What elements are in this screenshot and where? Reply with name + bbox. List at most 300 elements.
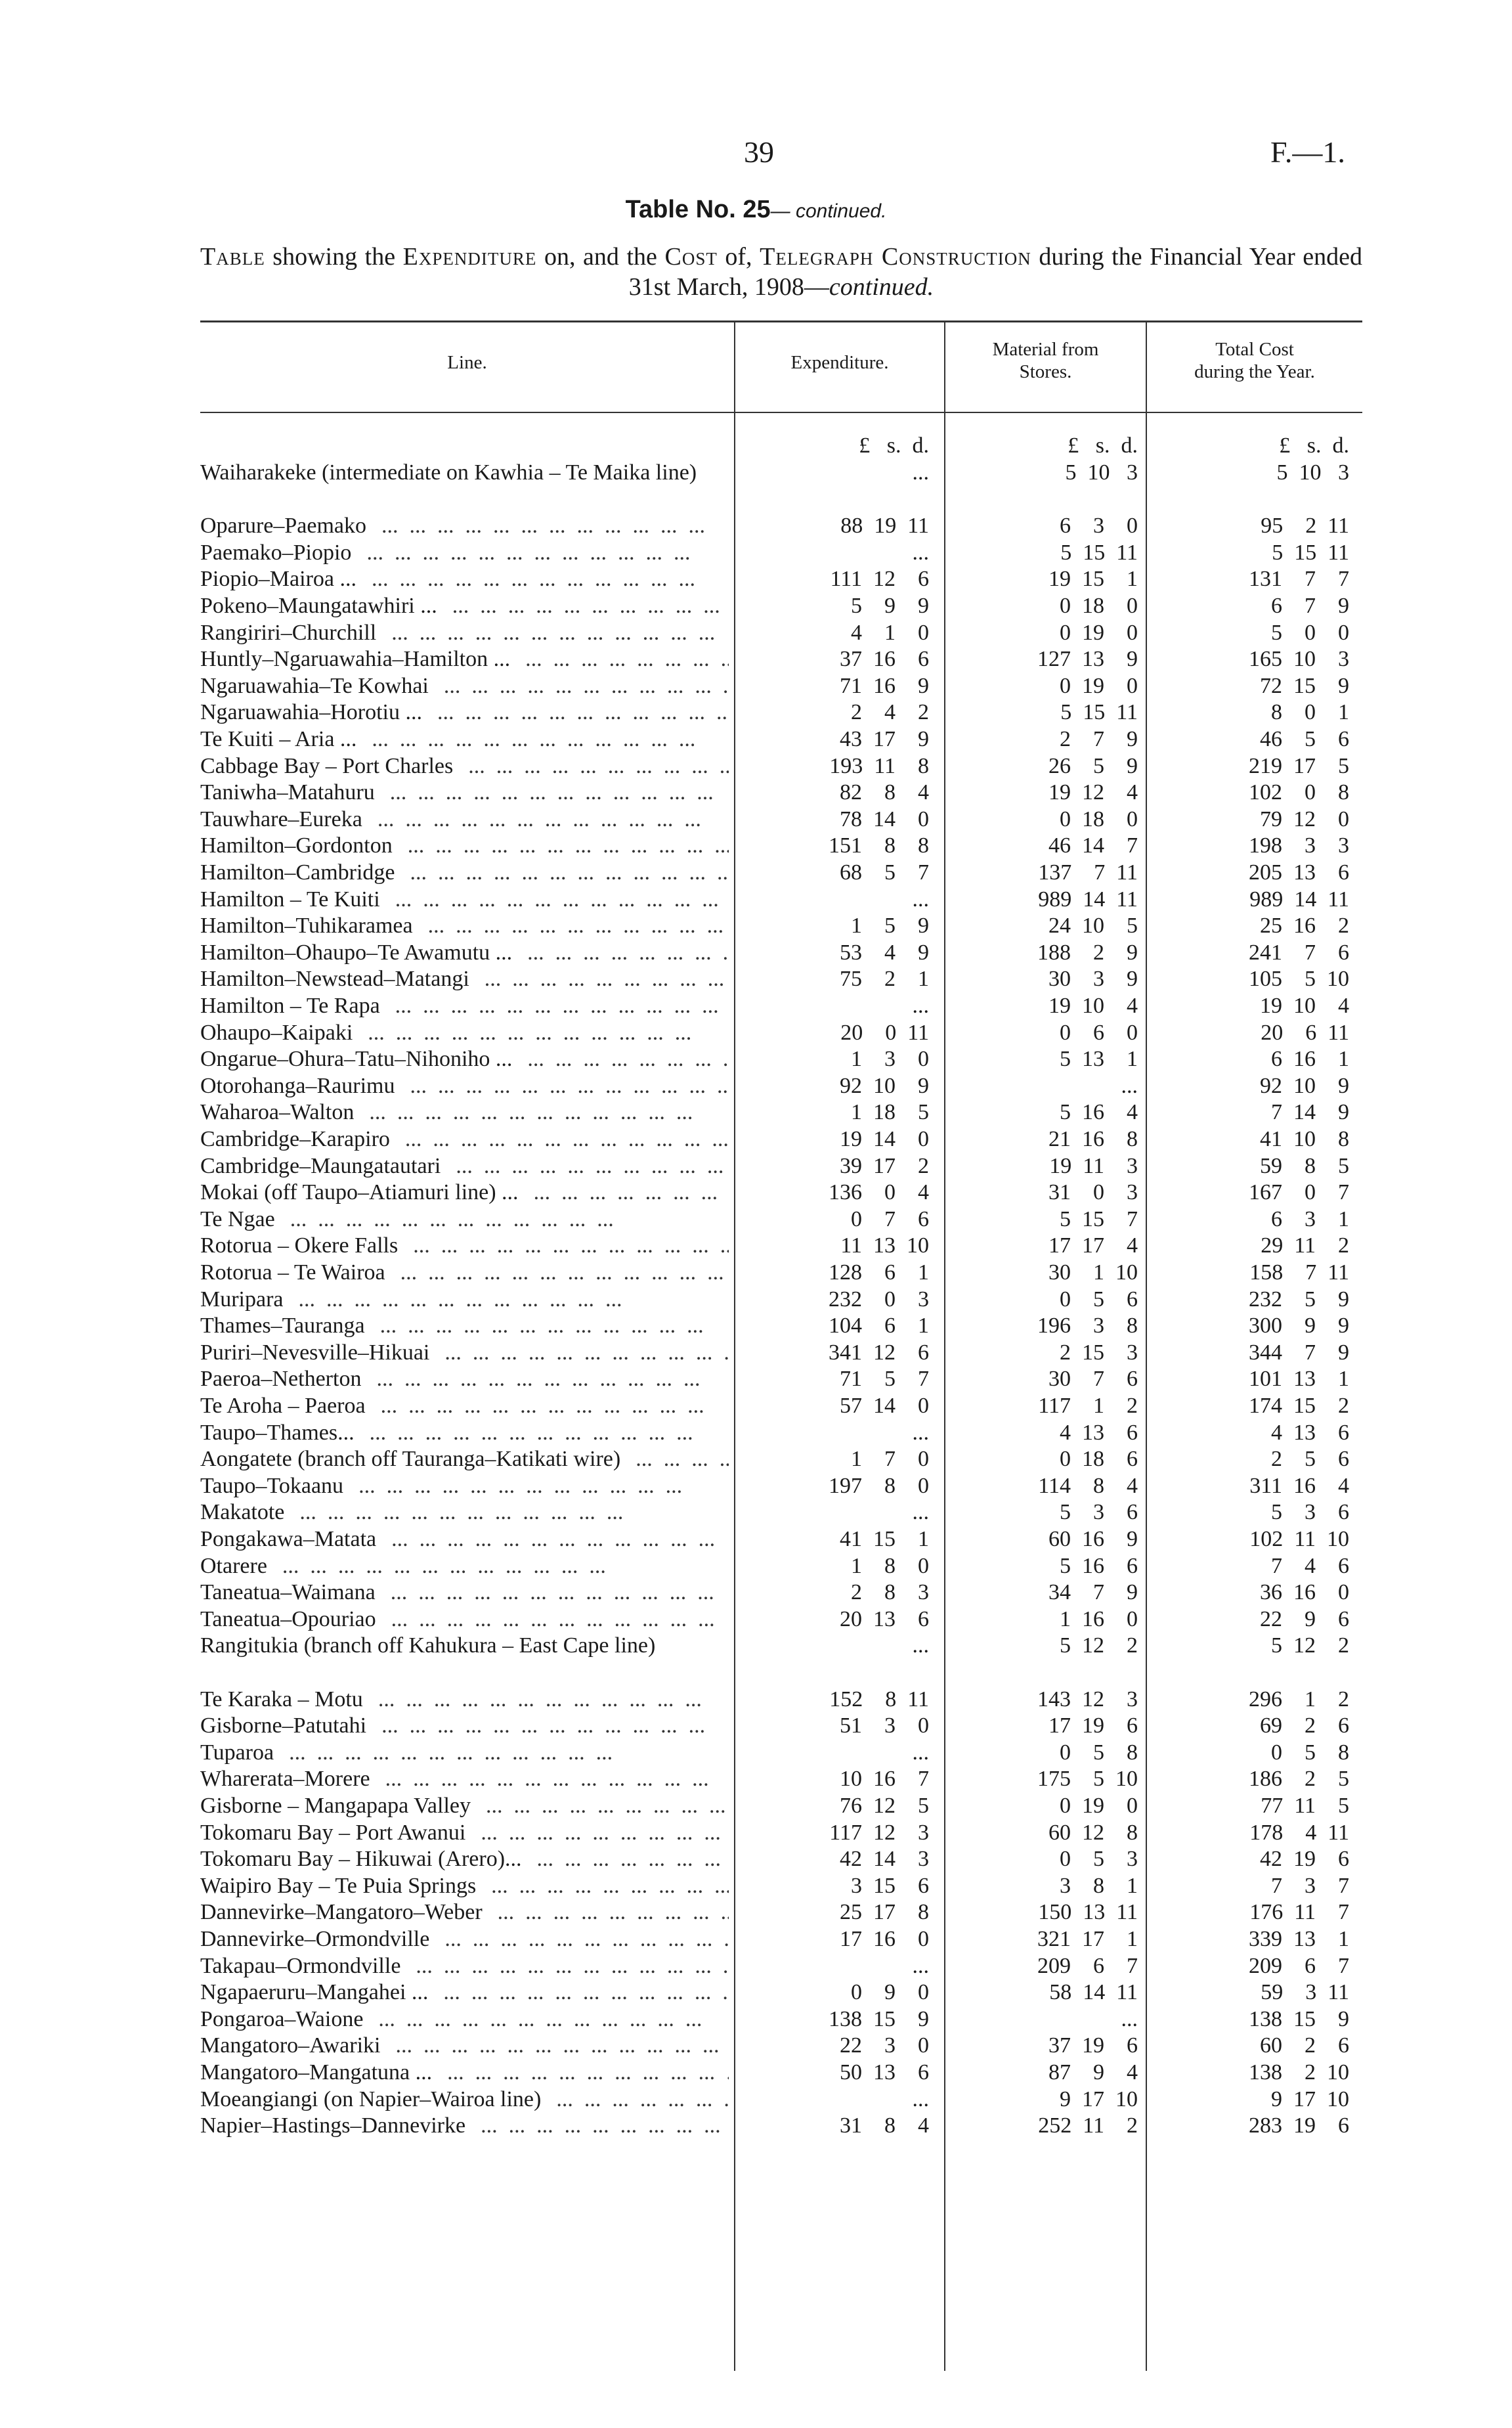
table-row — [0, 699, 1512, 726]
table-row — [0, 1553, 1512, 1580]
total-value: 283 19 6 — [1249, 2113, 1349, 2138]
line-name — [200, 1499, 729, 1526]
expenditure-value: 43 17 9 — [840, 727, 929, 751]
expenditure-value: 1 3 0 — [851, 1047, 929, 1072]
line-name — [200, 1926, 729, 1953]
table-row — [0, 1420, 1512, 1447]
total-value: 219 17 5 — [1249, 753, 1349, 778]
line-name-text: Taneatua–Waimana — [200, 1580, 379, 1604]
table-row — [0, 1606, 1512, 1633]
line-name-text: Ngaruawahia–Te Kowhai — [200, 674, 433, 698]
table-row — [0, 966, 1512, 993]
line-name-text: Rangitukia (branch off Kahukura – East Cape line) — [200, 1633, 659, 1658]
expenditure-value: 136 0 4 — [829, 1180, 929, 1205]
table-row — [0, 1687, 1512, 1713]
page-number: 39 — [744, 135, 774, 169]
line-name-text: Mokai (off Taupo–Atiamuri line) ... — [200, 1180, 523, 1204]
expenditure-value: 151 8 8 — [829, 833, 929, 858]
material-value: 0 6 0 — [1060, 1020, 1138, 1045]
expenditure-value: ... — [912, 540, 929, 565]
total-value: 138 2 10 — [1249, 2060, 1349, 2085]
caption-text: of, — [725, 243, 752, 271]
total-value: 241 7 6 — [1249, 940, 1349, 965]
table-row — [0, 1046, 1512, 1073]
material-value: 4 13 6 — [1060, 1420, 1138, 1445]
expenditure-value: 19 14 0 — [840, 1127, 929, 1151]
total-value: 41 10 8 — [1260, 1127, 1349, 1151]
material-value: 21 16 8 — [1048, 1127, 1138, 1151]
table-top-rule — [200, 320, 1362, 322]
total-value: 8 0 1 — [1271, 700, 1349, 725]
material-value: 0 18 6 — [1060, 1447, 1138, 1472]
line-name — [200, 860, 729, 886]
line-name — [200, 2086, 729, 2113]
total-value: 296 1 2 — [1249, 1687, 1349, 1711]
total-value: 92 10 9 — [1260, 1073, 1349, 1098]
line-name-text: Pokeno–Maungatawhiri ... — [200, 594, 441, 618]
expenditure-value: 20 0 11 — [840, 1020, 929, 1045]
total-value: 20 6 11 — [1261, 1020, 1349, 1045]
total-value: 105 5 10 — [1249, 967, 1349, 992]
material-value: 2 15 3 — [1060, 1340, 1138, 1365]
material-value: 5 15 11 — [1060, 540, 1138, 565]
expenditure-value: 39 17 2 — [840, 1153, 929, 1178]
line-name — [200, 1366, 729, 1392]
expenditure-value: 11 13 10 — [840, 1233, 929, 1258]
line-name-text: Cambridge–Karapiro — [200, 1127, 394, 1151]
material-value: ... — [1121, 2006, 1138, 2031]
total-value: 174 15 2 — [1249, 1394, 1349, 1418]
material-value: 9 17 10 — [1060, 2086, 1138, 2111]
caption-word: Expenditure — [402, 243, 537, 271]
total-value: 300 9 9 — [1249, 1313, 1349, 1338]
table-row — [0, 887, 1512, 914]
expenditure-value: ... — [912, 1500, 929, 1525]
material-value: 30 7 6 — [1048, 1367, 1138, 1392]
line-name-text: Rotorua – Te Wairoa — [200, 1260, 389, 1285]
table-row — [0, 1233, 1512, 1260]
total-value: 102 11 10 — [1249, 1527, 1349, 1551]
line-name-text: Paemako–Piopio — [200, 541, 355, 565]
table-row — [0, 2006, 1512, 2033]
line-name — [200, 806, 729, 833]
material-value: 17 17 4 — [1048, 1233, 1138, 1258]
expenditure-value: 53 4 9 — [840, 940, 929, 965]
line-name-text: Taniwha–Matahuru — [200, 780, 379, 805]
material-value: 5 15 7 — [1060, 1206, 1138, 1231]
line-name-text: Makatote — [200, 1500, 288, 1524]
table-row — [0, 1073, 1512, 1100]
material-value: 209 6 7 — [1037, 1953, 1138, 1978]
material-value: 3 8 1 — [1060, 1873, 1138, 1898]
expenditure-value: 0 9 0 — [851, 1980, 929, 2005]
material-value: 175 5 10 — [1037, 1767, 1138, 1792]
expenditure-value: 1 5 9 — [851, 914, 929, 938]
line-name — [200, 1206, 729, 1233]
material-value: 34 7 9 — [1048, 1580, 1138, 1605]
table-row — [0, 1180, 1512, 1206]
table-caption — [200, 242, 1362, 302]
expenditure-value: 42 14 3 — [840, 1847, 929, 1872]
table-header-rule — [200, 412, 1362, 413]
material-value: 188 2 9 — [1037, 940, 1138, 965]
material-value: 321 17 1 — [1037, 1927, 1138, 1951]
line-name-text: Dannevirke–Ormondville — [200, 1927, 433, 1951]
total-value: 22 9 6 — [1260, 1606, 1349, 1631]
material-value: 19 15 1 — [1048, 567, 1138, 592]
expenditure-value: 4 1 0 — [851, 620, 929, 645]
expenditure-value: 20 13 6 — [840, 1606, 929, 1631]
total-value: 7 4 6 — [1271, 1553, 1349, 1578]
total-value: 176 11 7 — [1249, 1900, 1349, 1925]
total-value: 131 7 7 — [1249, 567, 1349, 592]
header-text: during the Year. — [1194, 361, 1315, 382]
table-row — [0, 620, 1512, 647]
line-name-text: Cabbage Bay – Port Charles — [200, 754, 457, 778]
table-row — [0, 1899, 1512, 1926]
table-row — [0, 1206, 1512, 1233]
material-value: 5 10 3 — [1065, 460, 1138, 485]
expenditure-value: 232 0 3 — [829, 1287, 929, 1312]
line-name-text: Taupo–Tokaanu — [200, 1474, 347, 1498]
expenditure-value: 57 14 0 — [840, 1394, 929, 1418]
table-row — [0, 1393, 1512, 1420]
expenditure-value: 117 12 3 — [829, 1820, 929, 1845]
table-row — [0, 993, 1512, 1020]
line-name-text: Hamilton – Te Kuiti — [200, 887, 384, 912]
line-name-text: Paeroa–Netherton — [200, 1367, 365, 1391]
line-name-text: Gisborne – Mangapapa Valley — [200, 1794, 475, 1818]
line-name-text: Wharerata–Morere — [200, 1767, 374, 1791]
line-name — [200, 1073, 729, 1099]
table-title-label: Table No. 25 — [625, 196, 771, 223]
total-value: 46 5 6 — [1260, 727, 1349, 751]
line-name-text: Te Kuiti – Aria ... — [200, 727, 360, 751]
total-value: 344 7 9 — [1249, 1340, 1349, 1365]
total-value: 25 16 2 — [1260, 914, 1349, 938]
line-name — [200, 1553, 729, 1579]
expenditure-value: 128 6 1 — [829, 1260, 929, 1285]
header-text: Stores. — [1019, 361, 1072, 382]
total-value: 5 3 6 — [1271, 1500, 1349, 1525]
table-row — [0, 833, 1512, 860]
material-value: 0 19 0 — [1060, 620, 1138, 645]
total-value: 5 10 3 — [1276, 460, 1349, 485]
table-row — [0, 1953, 1512, 1980]
line-name — [200, 593, 729, 619]
line-name-text: Ngapaeruru–Mangahei ... — [200, 1980, 432, 2004]
total-value: 178 4 11 — [1249, 1820, 1349, 1845]
total-value: 209 6 7 — [1249, 1953, 1349, 1978]
line-name-text: Thames–Tauranga — [200, 1313, 369, 1338]
expenditure-value: 104 6 1 — [829, 1313, 929, 1338]
total-value: 7 14 9 — [1271, 1100, 1349, 1125]
expenditure-value: ... — [912, 1633, 929, 1658]
table-row — [0, 1099, 1512, 1126]
line-name-text: Hamilton–Tuhikaramea — [200, 914, 417, 938]
material-value: 19 12 4 — [1048, 780, 1138, 805]
table-title — [0, 196, 1512, 224]
expenditure-value: 111 12 6 — [830, 567, 929, 592]
line-name-text: Rotorua – Okere Falls — [200, 1233, 402, 1258]
material-value: 0 5 6 — [1060, 1287, 1138, 1312]
table-row — [0, 2086, 1512, 2113]
line-name-text: Oparure–Paemako — [200, 514, 370, 538]
material-value: 24 10 5 — [1048, 914, 1138, 938]
material-value: 1 16 0 — [1060, 1606, 1138, 1631]
table-row — [0, 2113, 1512, 2140]
table-row — [0, 460, 1512, 513]
expenditure-value: 0 7 6 — [851, 1206, 929, 1231]
material-value: 19 10 4 — [1048, 994, 1138, 1018]
line-name-text: Napier–Hastings–Dannevirke — [200, 2113, 469, 2138]
line-name-text: Waharoa–Walton — [200, 1100, 358, 1124]
table-row — [0, 1820, 1512, 1847]
total-value: 9 17 10 — [1271, 2086, 1349, 2111]
total-value: 59 3 11 — [1261, 1980, 1349, 2005]
expenditure-value: 17 16 0 — [840, 1927, 929, 1951]
line-name — [200, 1899, 729, 1926]
material-value: 5 3 6 — [1060, 1500, 1138, 1525]
expenditure-value: 50 13 6 — [840, 2060, 929, 2085]
table-row — [0, 1153, 1512, 1180]
total-value: 6 3 1 — [1271, 1206, 1349, 1231]
line-name-text: Aongatete (branch off Tauranga–Katikati wire) — [200, 1447, 624, 1471]
line-name — [200, 1446, 729, 1472]
total-value: 36 16 0 — [1260, 1580, 1349, 1605]
line-name — [200, 1526, 729, 1553]
line-name-text: Muripara — [200, 1287, 288, 1312]
line-name-text: Hamilton–Newstead–Matangi — [200, 967, 473, 991]
total-value: 79 12 0 — [1260, 806, 1349, 831]
table-row — [0, 1260, 1512, 1287]
total-value: 311 16 4 — [1249, 1473, 1349, 1498]
line-name — [200, 1126, 729, 1153]
caption-text: during the Financial Year ended 31st March, 1908— — [628, 243, 1363, 301]
line-name — [200, 1260, 729, 1286]
expenditure-value: 41 15 1 — [840, 1527, 929, 1551]
line-name — [200, 1313, 729, 1339]
line-name — [200, 1793, 729, 1819]
total-value: 59 8 5 — [1260, 1153, 1349, 1178]
line-name — [200, 1233, 729, 1259]
line-name-text: Piopio–Mairoa ... — [200, 567, 360, 591]
caption-word: Cost — [664, 243, 718, 271]
line-name-text: Ngaruawahia–Horotiu ... — [200, 700, 426, 724]
expenditure-value: 22 3 0 — [840, 2033, 929, 2058]
caption-word: Telegraph Construction — [760, 243, 1031, 271]
material-value: 46 14 7 — [1048, 833, 1138, 858]
total-value: 4 13 6 — [1271, 1420, 1349, 1445]
table-row — [0, 780, 1512, 806]
line-name-text: Hamilton–Cambridge — [200, 860, 399, 885]
line-name — [200, 1846, 729, 1872]
expenditure-value: ... — [912, 1740, 929, 1765]
line-name — [200, 1633, 729, 1659]
material-value: 17 19 6 — [1048, 1713, 1138, 1738]
table-row — [0, 1313, 1512, 1340]
expenditure-value: 37 16 6 — [840, 647, 929, 672]
line-name — [200, 1979, 729, 2006]
material-value: 117 1 2 — [1038, 1394, 1138, 1418]
total-value: 5 15 11 — [1272, 540, 1349, 565]
table-row — [0, 1526, 1512, 1553]
table-row — [0, 646, 1512, 673]
line-name-text: Moeangiangi (on Napier–Wairoa line) — [200, 2087, 545, 2111]
line-name — [200, 940, 729, 966]
material-value: 0 5 8 — [1060, 1740, 1138, 1765]
line-name-text: Takapau–Ormondville — [200, 1954, 404, 1978]
line-name-text: Waipiro Bay – Te Puia Springs — [200, 1874, 480, 1898]
expenditure-value: 138 15 9 — [829, 2006, 929, 2031]
material-value: 31 0 3 — [1048, 1180, 1138, 1205]
material-value: 5 12 2 — [1060, 1633, 1138, 1658]
line-name — [200, 540, 729, 566]
line-name — [200, 913, 729, 939]
total-value: 42 19 6 — [1260, 1847, 1349, 1872]
expenditure-value: 51 3 0 — [840, 1713, 929, 1738]
line-name-text: Huntly–Ngaruawahia–Hamilton ... — [200, 647, 514, 671]
expenditure-value: 1 8 0 — [851, 1553, 929, 1578]
expenditure-value: 31 8 4 — [840, 2113, 929, 2138]
table-row — [0, 860, 1512, 887]
line-name — [200, 1180, 729, 1206]
caption-text: continued. — [829, 273, 934, 301]
table-row — [0, 1979, 1512, 2006]
expenditure-value: 25 17 8 — [840, 1900, 929, 1925]
header-text: Material from — [992, 339, 1099, 360]
expenditure-value: ... — [912, 887, 929, 912]
line-name-text: Te Karaka – Motu — [200, 1687, 367, 1711]
expenditure-value: 1 18 5 — [851, 1100, 929, 1125]
line-name — [200, 1873, 729, 1899]
material-value: 252 11 2 — [1038, 2113, 1138, 2138]
material-value: 26 5 9 — [1048, 753, 1138, 778]
line-name — [200, 673, 729, 699]
total-value: 95 2 11 — [1261, 514, 1349, 539]
line-name-text: Te Ngae — [200, 1207, 279, 1231]
total-value: 102 0 8 — [1249, 780, 1349, 805]
line-name-text: Otarere — [200, 1554, 271, 1578]
column-header-expenditure: Expenditure. — [790, 352, 889, 373]
line-name — [200, 887, 729, 913]
material-value: 0 19 0 — [1060, 673, 1138, 698]
table-row — [0, 513, 1512, 540]
expenditure-value: ... — [912, 994, 929, 1018]
material-value: 60 12 8 — [1048, 1820, 1138, 1845]
table-row — [0, 1446, 1512, 1473]
material-value: 0 18 0 — [1060, 806, 1138, 831]
material-value: 196 3 8 — [1037, 1313, 1138, 1338]
expenditure-value: 82 8 4 — [840, 780, 929, 805]
line-name-text: Pongakawa–Matata — [200, 1527, 380, 1551]
total-value: 72 15 9 — [1260, 673, 1349, 698]
table-row — [0, 753, 1512, 780]
total-value: 158 7 11 — [1249, 1260, 1349, 1285]
table-row — [0, 1366, 1512, 1393]
material-value: 114 8 4 — [1038, 1473, 1138, 1498]
material-value: 19 11 3 — [1049, 1153, 1138, 1178]
line-name — [200, 1740, 729, 1766]
expenditure-value: ... — [912, 2086, 929, 2111]
table-row — [0, 1473, 1512, 1500]
total-value: 77 11 5 — [1261, 1794, 1349, 1818]
total-value: 205 13 6 — [1249, 860, 1349, 885]
table-row — [0, 1926, 1512, 1953]
total-value: 6 7 9 — [1271, 594, 1349, 618]
total-value: 2 5 6 — [1271, 1447, 1349, 1472]
line-name-text: Puriri–Nevesville–Hikuai — [200, 1340, 433, 1365]
caption-text: showing the — [272, 243, 396, 271]
line-name — [200, 1153, 729, 1180]
table-row — [0, 1126, 1512, 1153]
line-name — [200, 2033, 729, 2059]
table-row — [0, 1766, 1512, 1793]
line-name — [200, 726, 729, 753]
line-name — [200, 2113, 729, 2139]
total-value: 69 2 6 — [1260, 1713, 1349, 1738]
line-name-text: Taupo–Thames... — [200, 1421, 358, 1445]
line-name-text: Tauwhare–Eureka — [200, 807, 366, 831]
expenditure-value: ... — [912, 1953, 929, 1978]
line-name-text: Gisborne–Patutahi — [200, 1713, 370, 1738]
total-value: 29 11 2 — [1261, 1233, 1349, 1258]
line-name — [200, 1713, 729, 1739]
expenditure-value: 5 9 9 — [851, 594, 929, 618]
caption-word: Table — [200, 243, 265, 271]
expenditure-value: 152 8 11 — [829, 1687, 929, 1711]
expenditure-value: 197 8 0 — [829, 1473, 929, 1498]
material-value: 0 5 3 — [1060, 1847, 1138, 1872]
header-text: Total Cost — [1215, 339, 1294, 360]
line-name-text: Hamilton–Ohaupo–Te Awamutu ... — [200, 940, 516, 965]
line-name — [200, 1953, 729, 1979]
total-value: 101 13 1 — [1249, 1367, 1349, 1392]
line-name-text: Tokomaru Bay – Hikuwai (Arero)... — [200, 1847, 526, 1871]
total-value: 186 2 5 — [1249, 1767, 1349, 1792]
table-row — [0, 593, 1512, 620]
line-name-text: Otorohanga–Raurimu — [200, 1074, 399, 1098]
expenditure-value: 2 4 2 — [851, 700, 929, 725]
table-row — [0, 673, 1512, 700]
table-row — [0, 2033, 1512, 2060]
line-name-text: Waiharakeke (intermediate on Kawhia – Te Maika line) — [200, 460, 701, 485]
expenditure-value: 92 10 9 — [840, 1073, 929, 1098]
line-name-text: Te Aroha – Paeroa — [200, 1394, 370, 1418]
total-value: 6 16 1 — [1271, 1047, 1349, 1072]
expenditure-value: ... — [912, 1420, 929, 1445]
total-value: 989 14 11 — [1249, 887, 1349, 912]
line-name — [200, 966, 729, 992]
line-name-text: Cambridge–Maungatautari — [200, 1154, 444, 1178]
total-value: 232 5 9 — [1249, 1287, 1349, 1312]
total-value: 167 0 7 — [1249, 1180, 1349, 1205]
document-reference: F.—1. — [1270, 135, 1345, 169]
material-value: 0 18 0 — [1060, 594, 1138, 618]
line-name — [200, 833, 729, 859]
line-name — [200, 1287, 729, 1313]
table-row — [0, 1020, 1512, 1047]
expenditure-value: 68 5 7 — [840, 860, 929, 885]
material-value: 30 1 10 — [1048, 1260, 1138, 1285]
line-name — [200, 2006, 729, 2033]
material-value: 137 7 11 — [1038, 860, 1138, 885]
expenditure-value: 71 16 9 — [840, 673, 929, 698]
table-row — [0, 1740, 1512, 1767]
table-row — [0, 2060, 1512, 2086]
line-name-text: Hamilton – Te Rapa — [200, 994, 384, 1018]
total-value: 60 2 6 — [1260, 2033, 1349, 2058]
